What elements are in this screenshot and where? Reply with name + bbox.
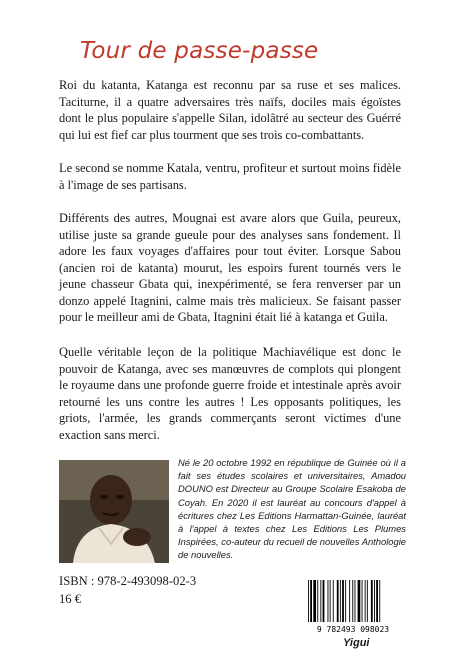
barcode-bar [371, 580, 373, 622]
barcode-digits: 9 782493 098023 [316, 625, 390, 634]
barcode-bar [362, 580, 363, 622]
barcode [304, 578, 402, 634]
page-title: Tour de passe-passe [80, 38, 319, 64]
barcode-bar [308, 580, 309, 622]
barcode-bar [323, 580, 325, 622]
barcode-bar [330, 580, 331, 622]
barcode-bar [379, 580, 380, 622]
barcode-bar [310, 580, 312, 622]
barcode-bar [358, 580, 361, 622]
summary-paragraph-4: Quelle véritable leçon de la politique Machiavélique est donc le pouvoir de Katanga, avec ses manœuvres de complots qui plongent le royaume dans une profonde guerre froide et intestinale après avoir retourné les uns contre les autres ! Les opposants politiques, les griots, l'armée, les grands commerçants seront victimes d'une exaction sans merci. [59, 345, 401, 442]
barcode-bar [340, 580, 341, 622]
summary-paragraph-3: Différents des autres, Mougnai est avare alors que Guila, peureux, utilise juste sa grande gueule pour des analyses sans fondement. Il adore les faux voyages d'affaires pour tout éviter. Lorsque Sabou (ancien roi de katanta) mourut, les espoirs furent tournés vers le jeune chasseur Gbata qui, inexpérimenté, se fera renverser par un donzo appelé Itagnini, calme mais très malicieux. Se faisant passer pour le meilleur ami de Gbata, Itagnini était lié à katanga et Guila. [59, 211, 401, 324]
barcode-bar [313, 580, 316, 622]
summary-paragraph-2: Le second se nomme Katala, ventru, profiteur et surtout moins fidèle à l'image de ses partisans. [59, 161, 401, 192]
barcode-bar [349, 580, 350, 622]
summary-paragraph-1: Roi du katanta, Katanga est reconnu par sa ruse et ses malices. Taciturne, il a quatre adversaires très naïfs, dociles mais égoïstes dont le plus populaire s'appelle Silan, idolâtré au secteur des Guérré qui lui est fief car plus tourment que ses trois co-combattants. [59, 78, 401, 142]
barcode-bar [376, 580, 378, 622]
barcode-bars [308, 580, 380, 622]
publisher-name: Yigui [343, 637, 370, 649]
author-bio: Né le 20 octobre 1992 en république de Guinée où il a fait ses études scolaires et universitaires, Amadou DOUNO est Directeur au Groupe Scolaire Esakoba de Coyah. En 2020 il est lauréat au concours d'appel à écritures chez Les Editions Harmattan-Guinée, lauréat à l'appel à textes chez Les Editions Les Plumes Inspirées, co-auteur du recueil de nouvelles Anthologie de nouvelles. [178, 457, 406, 561]
barcode-bar [317, 580, 318, 622]
isbn-text: ISBN : 978-2-493098-02-3 [59, 574, 197, 588]
barcode-bar [342, 580, 344, 622]
author-photo [59, 460, 169, 563]
barcode-bar [333, 580, 334, 622]
barcode-bar [365, 580, 366, 622]
barcode-bar [355, 580, 356, 622]
barcode-bar [374, 580, 375, 622]
barcode-bar [337, 580, 339, 622]
barcode-bar [367, 580, 368, 622]
barcode-bar [328, 580, 329, 622]
price-text: 16 € [59, 592, 82, 606]
barcode-bar [345, 580, 346, 622]
barcode-bar [352, 580, 353, 622]
barcode-bar [320, 580, 321, 622]
